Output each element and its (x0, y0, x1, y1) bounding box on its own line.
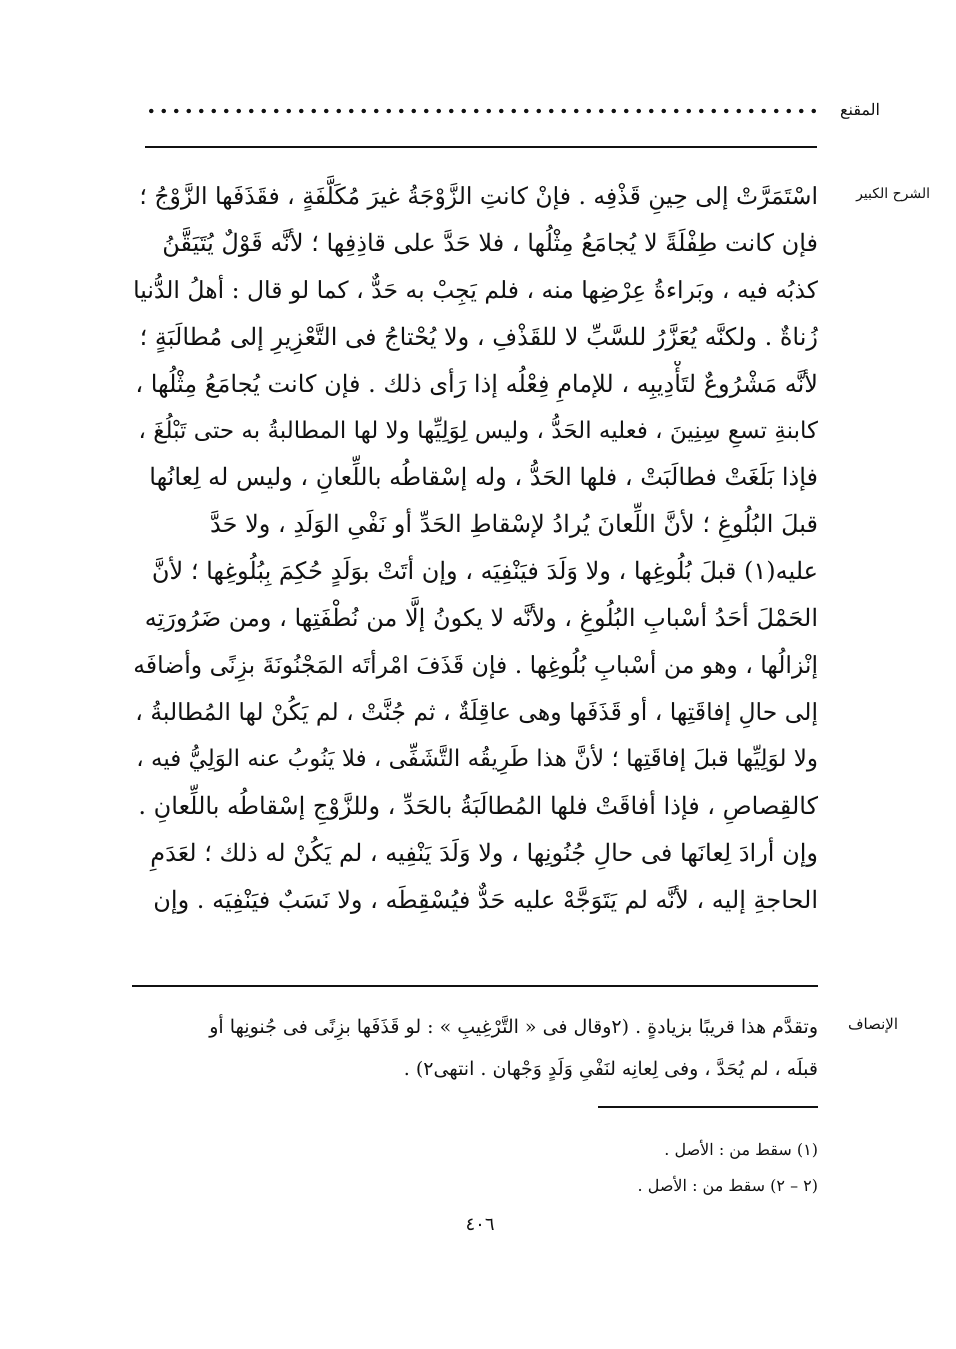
footnote-rule (598, 1106, 818, 1108)
main-text-line: قبلَ البُلُوغِ ؛ لأنَّ اللِّعانَ يُرادُ لإسْقاطِ الحَدِّ أو نَفْىِ الوَلَدِ ، ولا حَدَّ (210, 510, 818, 539)
main-text-line: كالقِصاصِ ، فإذا أفاقَتْ فلها المُطالَبَةُ بالحَدِّ ، وللزَّوْجِ إسْقاطُه باللِّعانِ . (138, 791, 818, 820)
main-text-line: فإذا بَلَغَتْ فطالَبَتْ ، فلها الحَدُّ ، وله إسْقاطُه باللِّعانِ ، وليس له لِعانُها (149, 463, 818, 492)
insaf-text-line: وتقدَّم هذا قريبًا بزيادةٍ . (٢وقال فى « التَّرْغِيبِ » : لو قَذَفَها بزِنًى فى جُنونِها أو (209, 1016, 818, 1038)
section-label-insaf: الإنصاف (847, 1015, 898, 1033)
section-label-sharh: الشرح الكبير (856, 186, 930, 202)
main-text-line: زُناةٌ . ولكنَّه يُعَزَّرُ للسَّبِّ لا للقَذْفِ ، ولا يُحْتاجُ فى التَّعْزِيرِ إلى مُطالَبَةٍ ؛ (139, 322, 818, 351)
section-divider-rule (132, 985, 818, 987)
main-text-line: كذبُه فيه ، وبَراءةُ عِرْضِها منه ، فلم يَجِبْ به حَدٌّ ، كما لو قال : أهلُ الدُّنيا (133, 275, 818, 304)
main-text-line: الحَمْلَ أحَدُ أسْبابِ البُلُوغِ ، ولأنَّه لا يكونُ إلَّا من نُطْفَتِها ، ومن ضَرُورَتِه (144, 604, 818, 633)
main-text-line: وإن أرادَ لِعانَها فى حالِ جُنُونِها ، ولا وَلَدَ يَنْفِيه ، لم يَكُنْ له ذلك ؛ لعَدَمِ (150, 838, 818, 867)
page-number: ٤٠٦ (465, 1214, 495, 1235)
footnotes-block (400, 1132, 818, 1204)
insaf-text-block (132, 1006, 818, 1090)
footnote: (١) سقط من : الأصل . (664, 1140, 818, 1159)
main-text-line: إنْزالُها ، وهو من أسْبابِ بُلُوغِها . فإن قَذَفَ امْرأتَه المَجْنُونَةَ بزِنًى وأضافَه (133, 651, 818, 680)
main-text-block (132, 173, 818, 924)
running-header-title: المقنع (839, 100, 880, 119)
main-text-line: فإن كانت طِفْلَةً لا يُجامَعُ مِثْلُها ، فلا حَدَّ على قاذِفِها ؛ لأنَّه قَوْلٌ يُتَيَقَّنُ (162, 228, 818, 257)
main-text-line: عليه(١) قبلَ بُلُوغِها ، ولا وَلَدَ فيَنْفِيَه ، وإن أتَتْ بوَلَدٍ حُكِمَ بِبُلُوغِها ؛ لأنَّ (151, 557, 818, 586)
footnote: (٢ – ٢) سقط من : الأصل . (637, 1176, 818, 1195)
header-rule (145, 146, 817, 148)
main-text-line: كابنةِ تسعِ سِنِينَ ، فعليه الحَدُّ ، وليس لِوَلِيِّها ولا لها المطالبةُ به حتى تَبْلُغَ ، (138, 417, 818, 444)
main-text-line: لأنَّه مَشْرُوعٌ لتَأْدِيبِه ، للإمامِ فِعْلُه إذا رَأى ذلك . فإن كانت يُجامَعُ مِثْلُها ، (135, 369, 818, 398)
main-text-line: ولا لوَلِيِّها قبلَ إفاقَتِها ؛ لأنَّ هذا طَرِيقُه التَّشَفِّى ، فلا يَنُوبُ عنه الوَلِيُّ فيه ، (136, 745, 818, 772)
main-text-line: إلى حالِ إفاقَتِها ، أو قَذَفَها وهى عاقِلَةٌ ، ثم جُنَّتْ ، لم يَكُنْ لها المُطالبةُ ، (135, 697, 818, 726)
insaf-text-line: قبلَه ، لم يُحَدَّ ، وفى لِعانِه لنَفْىِ وَلَدٍ وَجْهان . انتهى٢) . (403, 1058, 818, 1080)
main-text-line: اسْتَمَرَّتْ إلى حِينِ قَذْفِه . فإنْ كانتِ الزَّوْجَةُ غيرَ مُكَلَّفَةٍ ، فقَذَفَها الزَّوْجُ ؛ (139, 182, 818, 210)
main-text-line: الحاجةِ إليه ، لأنَّه لم يَتَوَجَّهْ عليه حَدٌّ فيُسْقِطَه ، ولا نَسَبٌ فيَنْفِيَه . وإن (153, 885, 818, 914)
header-dotted-rule (145, 108, 817, 114)
